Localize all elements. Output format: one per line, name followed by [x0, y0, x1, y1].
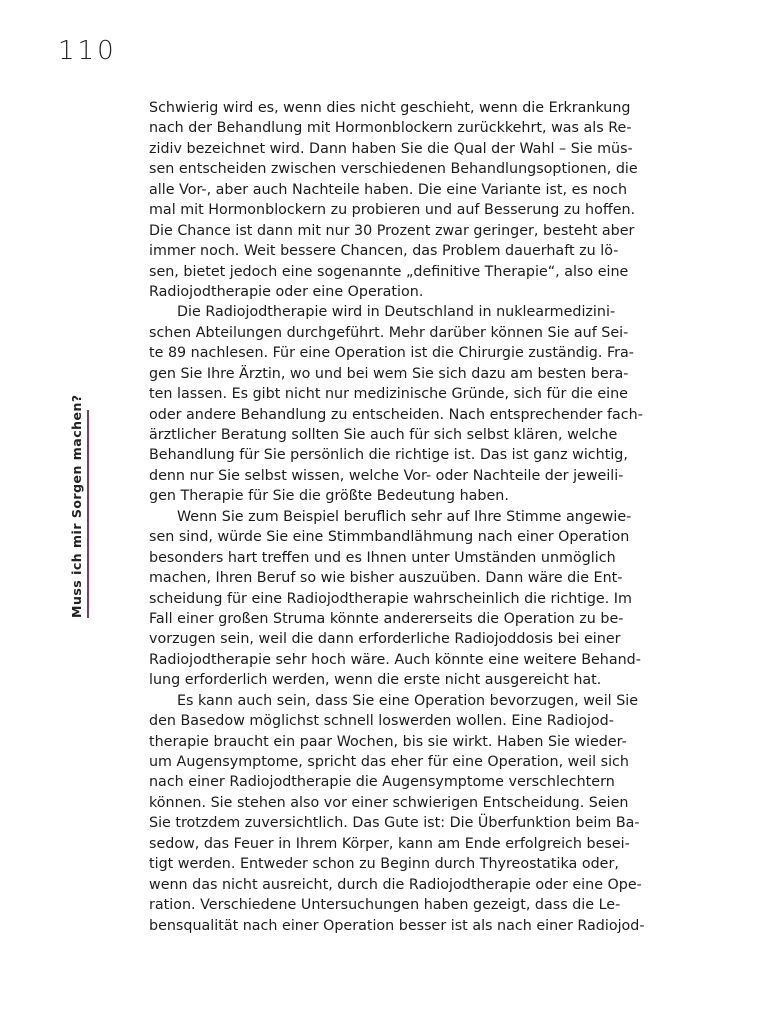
paragraph-first-line: Die Radiojodtherapie wird in Deutschland in nuklearmedizini- [177, 304, 616, 321]
text-line: Radiojodtherapie oder eine Operation. [149, 283, 424, 300]
text-line: bensqualität nach einer Operation besser ist als nach einer Radiojod- [149, 917, 645, 934]
text-line: vorzugen sein, weil die dann erforderliche Radiojoddosis bei einer [149, 631, 621, 648]
text-line: sen, bietet jedoch eine sogenannte „definitive Therapie“, also eine [149, 263, 629, 280]
text-line: machen, Ihren Beruf so wie bisher auszuüben. Dann wäre die Ent- [149, 570, 623, 587]
page-number: 110 [58, 36, 117, 66]
section-accent-rule [87, 410, 89, 618]
text-line: um Augensymptome, spricht das eher für eine Operation, weil sich [149, 754, 629, 770]
text-line: besonders hart treffen und es Ihnen unter Umständen unmöglich [149, 549, 616, 566]
text-line: mal mit Hormonblockern zu probieren und auf Besserung zu hoffen. [149, 202, 636, 219]
text-line: sen entscheiden zwischen verschiedenen Behandlungsoptionen, die [149, 161, 638, 178]
running-section-title: Muss ich mir Sorgen machen? [69, 394, 84, 618]
text-line: können. Sie stehen also vor einer schwierigen Entscheidung. Seien [149, 794, 629, 811]
text-line: Sie trotzdem zuversichtlich. Das Gute ist: Die Überfunktion beim Ba- [149, 815, 640, 832]
text-line: wenn das nicht ausreicht, durch die Radiojodtherapie oder eine Ope- [149, 876, 642, 893]
paragraph-first-line: Es kann auch sein, dass Sie eine Operation bevorzugen, weil Sie [177, 692, 639, 709]
text-line: immer noch. Weit bessere Chancen, das Problem dauerhaft zu lö- [149, 243, 619, 260]
text-line: nach einer Radiojodtherapie die Augensymptome verschlechtern [149, 774, 615, 791]
text-line: gen Sie Ihre Ärztin, wo und bei wem Sie sich dazu am besten bera- [149, 365, 629, 382]
text-line: scheidung für eine Radiojodtherapie wahrscheinlich die richtige. Im [149, 590, 632, 607]
text-line: nach der Behandlung mit Hormonblockern zurückkehrt, was als Re- [149, 120, 632, 137]
text-line: Die Chance ist dann mit nur 30 Prozent zwar geringer, besteht aber [149, 222, 635, 239]
text-line: sedow, das Feuer in Ihrem Körper, kann am Ende erfolgreich besei- [149, 835, 630, 852]
paragraph-first-line: Wenn Sie zum Beispiel beruflich sehr auf Ihre Stimme angewie- [177, 508, 632, 525]
text-line: sen sind, würde Sie eine Stimmbandlähmung nach einer Operation [149, 529, 630, 546]
text-line: alle Vor-, aber auch Nachteile haben. Die eine Variante ist, es noch [149, 181, 628, 198]
text-line: ten lassen. Es gibt nicht nur medizinische Gründe, sich für die eine [149, 386, 628, 403]
text-line: lung erforderlich werden, wenn die erste nicht ausgereicht hat. [149, 672, 602, 689]
text-line: oder andere Behandlung zu entscheiden. Nach entsprechender fach- [149, 406, 643, 423]
text-line: gen Therapie für Sie die größte Bedeutung haben. [149, 488, 509, 505]
text-line: ärztlicher Beratung sollten Sie auch für sich selbst klären, welche [149, 427, 618, 443]
text-line: Schwierig wird es, wenn dies nicht geschieht, wenn die Erkrankung [149, 100, 631, 116]
text-line: te 89 nachlesen. Für eine Operation ist die Chirurgie zuständig. Fra- [149, 345, 634, 362]
text-line: therapie braucht ein paar Wochen, bis sie wirkt. Haben Sie wieder- [149, 733, 627, 750]
body-text [149, 98, 649, 936]
text-line: Behandlung für Sie persönlich die richtige ist. Das ist ganz wichtig, [149, 447, 628, 464]
text-line: schen Abteilungen durchgeführt. Mehr darüber können Sie auf Sei- [149, 324, 629, 341]
text-line: tigt werden. Entweder schon zu Beginn durch Thyreostatika oder, [149, 856, 619, 873]
text-line: Radiojodtherapie sehr hoch wäre. Auch könnte eine weitere Behand- [149, 651, 641, 668]
text-line: Fall einer großen Struma könnte andererseits die Operation zu be- [149, 610, 624, 627]
text-line: den Basedow möglichst schnell loswerden wollen. Eine Radiojod- [149, 713, 614, 730]
text-line: zidiv bezeichnet wird. Dann haben Sie die Qual der Wahl – Sie müs- [149, 140, 633, 157]
text-line: ration. Verschiedene Untersuchungen haben gezeigt, dass die Le- [149, 897, 621, 914]
text-line: denn nur Sie selbst wissen, welche Vor- oder Nachteile der jeweili- [149, 467, 624, 484]
